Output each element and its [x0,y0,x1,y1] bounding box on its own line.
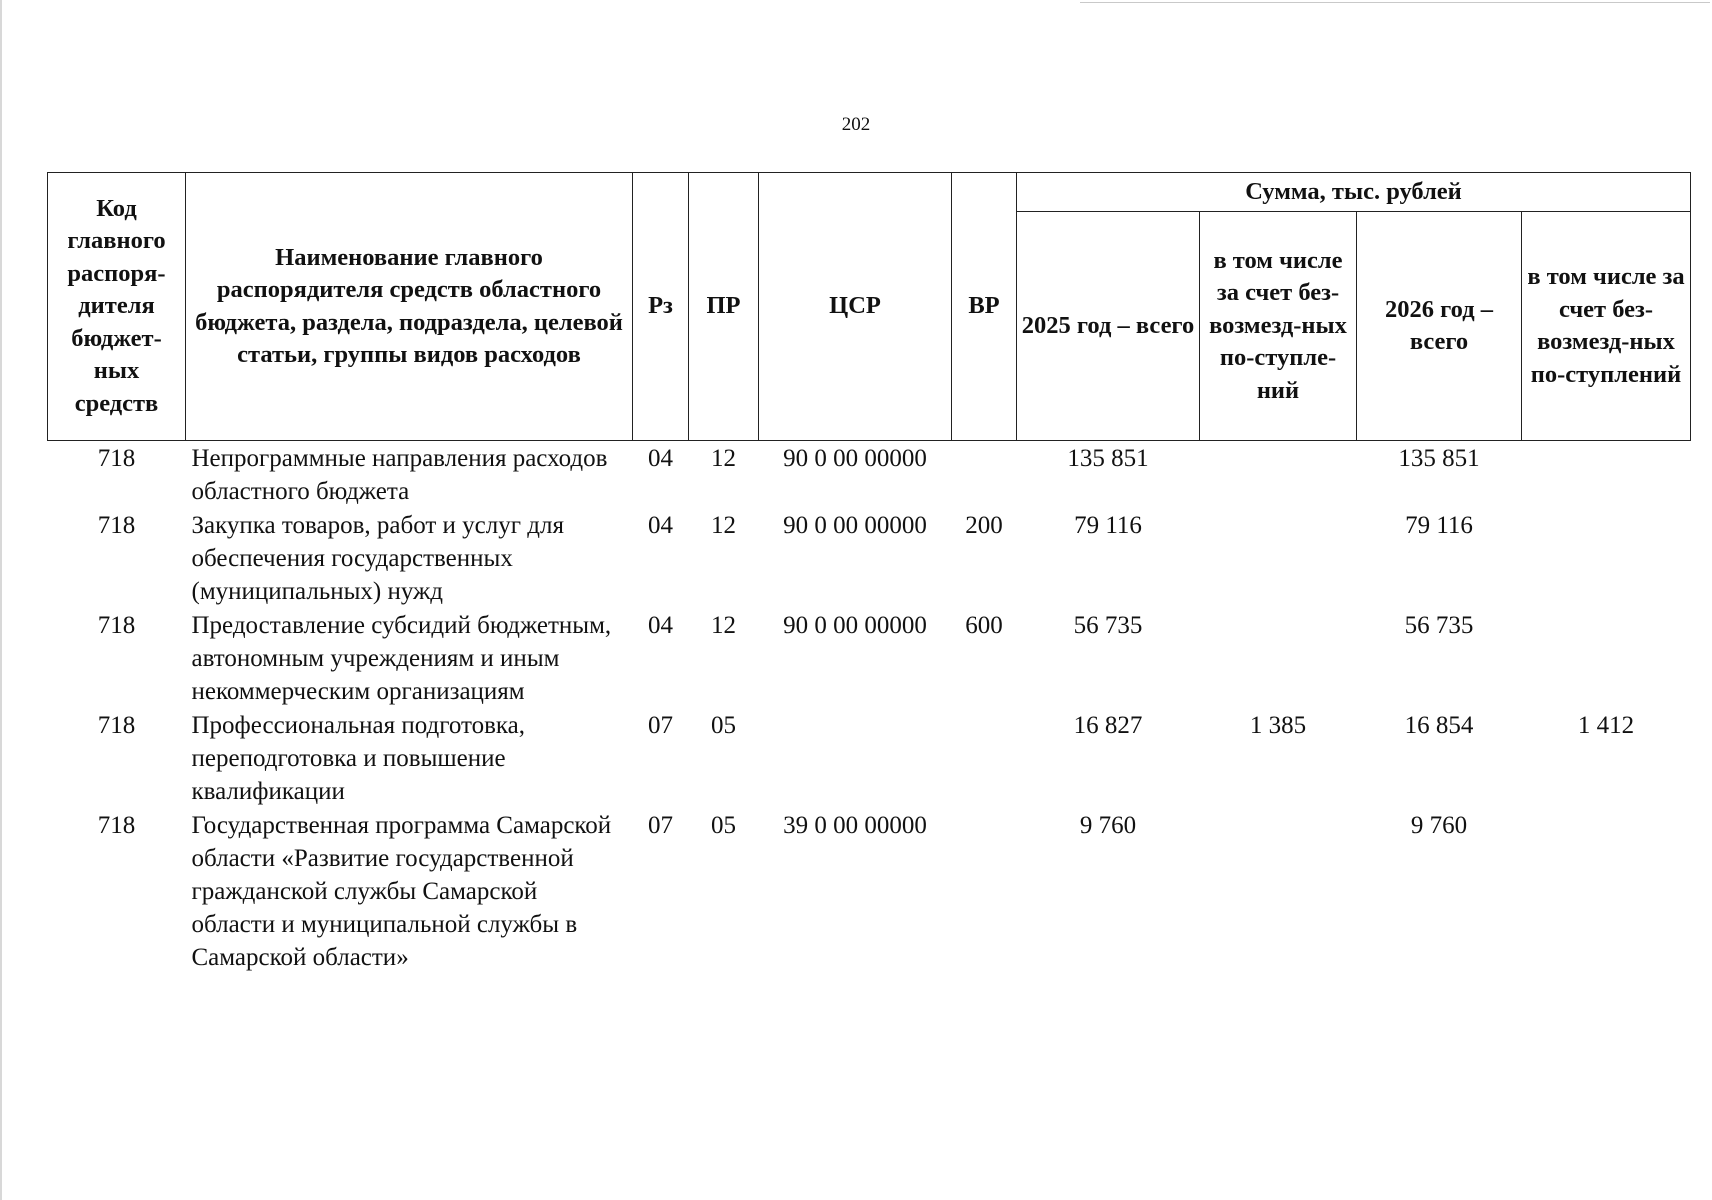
cell-2026-total: 9 760 [1410,812,1468,839]
cell-rz: 04 [648,512,673,539]
cell-csr: 90 0 00 00000 [783,445,927,472]
cell-pr: 12 [711,512,736,539]
cell-name: Профессиональная подготовка, переподготовка и повышение квалификации [191,712,526,805]
cell-pr: 12 [711,612,736,639]
cell-code: 718 [97,612,136,639]
cell-rz: 07 [648,812,673,839]
cell-code: 718 [97,512,136,539]
scan-edge [0,0,2,1200]
cell-rz: 04 [648,612,673,639]
cell-2026-grants [1522,441,1691,509]
cell-code: 718 [97,445,136,472]
header-2026-total: 2026 год – всего [1357,212,1522,441]
cell-2025-grants [1200,508,1357,608]
cell-csr: 90 0 00 00000 [783,612,927,639]
cell-vr: 200 [965,512,1003,539]
header-pr: ПР [689,173,759,441]
budget-table [47,172,1691,974]
cell-pr: 05 [711,812,736,839]
cell-code: 718 [97,712,136,739]
cell-rz: 04 [648,445,673,472]
cell-2026-total: 135 851 [1398,445,1480,472]
scan-edge-top [1080,2,1710,3]
cell-csr: 90 0 00 00000 [783,512,927,539]
cell-2025-total: 56 735 [1073,612,1143,639]
cell-vr [952,441,1017,509]
cell-2025-total: 135 851 [1067,445,1149,472]
cell-2026-total: 56 735 [1404,612,1474,639]
cell-2026-total: 79 116 [1405,512,1473,539]
cell-2026-total: 16 854 [1404,712,1474,739]
cell-vr [952,808,1017,974]
header-rz: Рз [633,173,689,441]
cell-name: Предоставление субсидий бюджетным, автономным учреждениям и иным некоммерческим организациям [191,612,612,705]
cell-2026-grants: 1 412 [1577,712,1635,739]
table-row [48,441,1691,509]
header-2025-grants: в том числе за счет без-возмезд-ных по-ступле-ний [1200,212,1357,441]
cell-csr [759,708,952,808]
cell-name: Закупка товаров, работ и услуг для обеспечения государственных (муниципальных) нужд [191,512,564,605]
cell-2025-total: 16 827 [1073,712,1143,739]
cell-csr: 39 0 00 00000 [783,812,927,839]
header-sum-group: Сумма, тыс. рублей [1017,173,1691,212]
cell-rz: 07 [648,712,673,739]
page-number: 202 [841,114,871,135]
header-vr: ВР [952,173,1017,441]
table-row [48,508,1691,608]
cell-vr: 600 [965,612,1003,639]
cell-code: 718 [97,812,136,839]
cell-2025-grants [1200,608,1357,708]
cell-2025-total: 9 760 [1079,812,1137,839]
cell-name: Государственная программа Самарской области «Развитие государственной гражданской службы Самарской области и муниципальной службы в Самарской области» [191,812,612,971]
cell-pr: 05 [711,712,736,739]
cell-2025-grants [1200,441,1357,509]
header-csr: ЦСР [759,173,952,441]
table-header [48,173,1691,441]
table-body [48,441,1691,975]
cell-vr [952,708,1017,808]
header-2025-total: 2025 год – всего [1017,212,1200,441]
cell-2026-grants [1522,608,1691,708]
cell-2025-grants [1200,808,1357,974]
cell-2025-total: 79 116 [1074,512,1142,539]
table-row [48,708,1691,808]
table-row [48,608,1691,708]
cell-pr: 12 [711,445,736,472]
header-code: Код главного распоря-дителя бюджет-ных средств [48,173,186,441]
cell-name: Непрограммные направления расходов областного бюджета [191,445,608,505]
cell-2026-grants [1522,508,1691,608]
cell-2026-grants [1522,808,1691,974]
header-2026-grants: в том числе за счет без-возмезд-ных по-ступлений [1522,212,1691,441]
cell-2025-grants: 1 385 [1249,712,1307,739]
table-row [48,808,1691,974]
header-name: Наименование главного распорядителя средств областного бюджета, раздела, подраздела, целевой статьи, группы видов расходов [186,173,633,441]
